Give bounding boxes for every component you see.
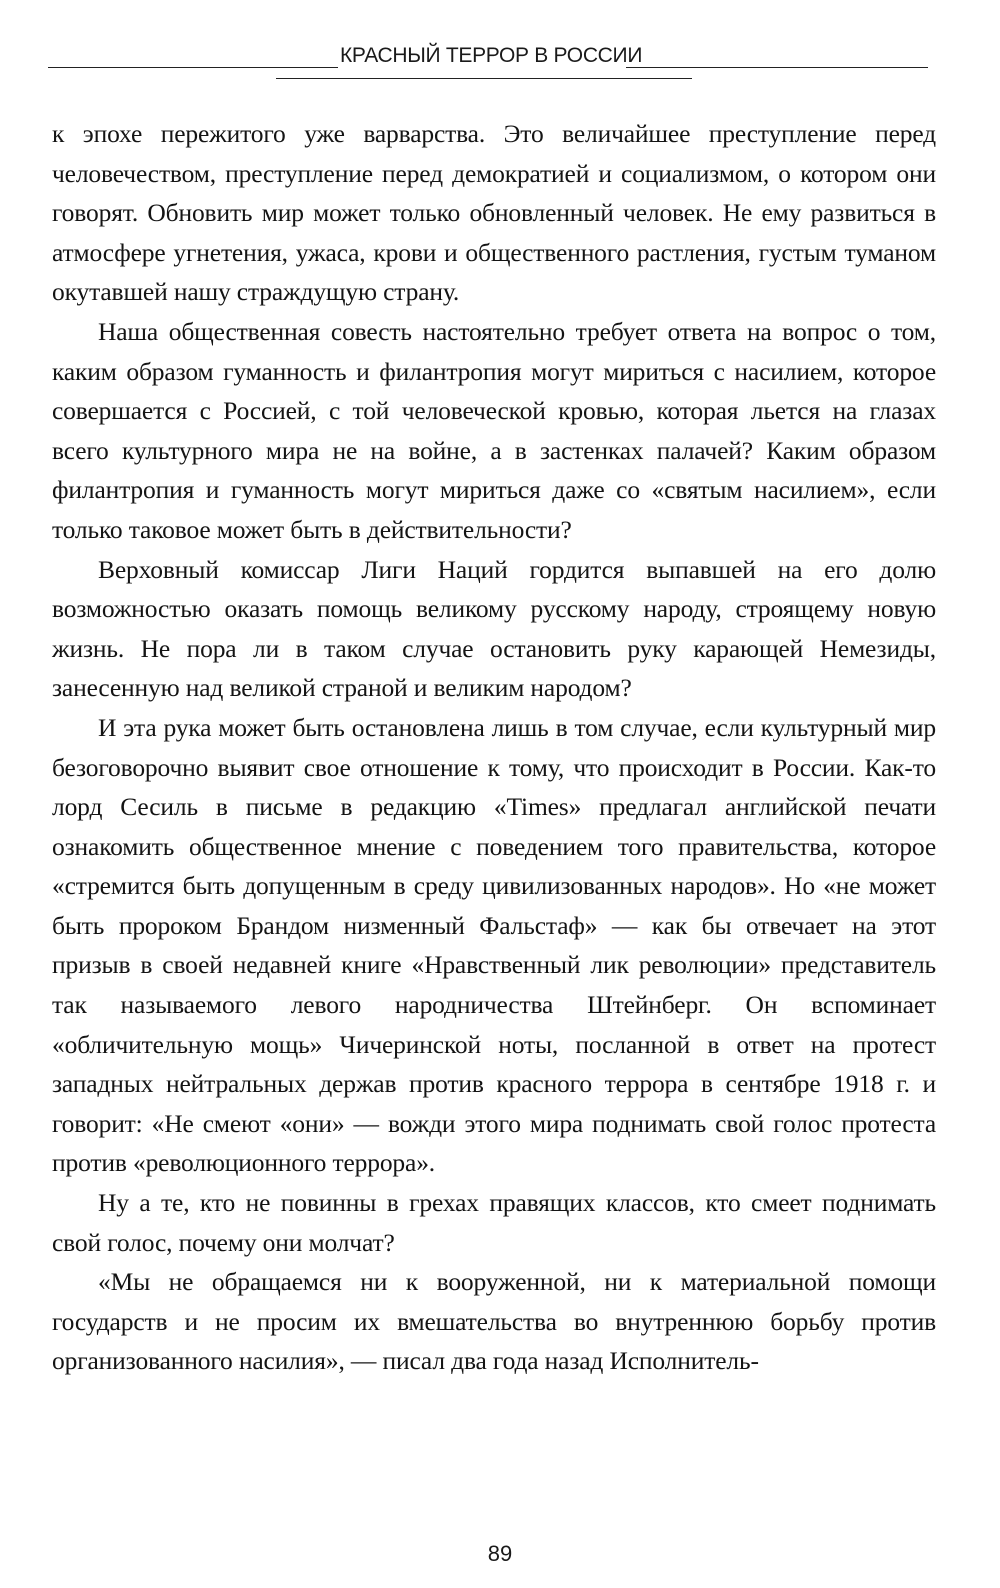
running-title: КРАСНЫЙ ТЕРРОР В РОССИИ xyxy=(340,44,643,67)
paragraph-1: к эпохе пережитого уже варварства. Это величайшее преступление перед человечеством, преступление перед демократией и социализмом, о котором они говорят. Обновить мир может только обновленный человек. Не ему развиться в атмосфере угнетения, ужаса, крови и общественного растления, густым туманом окутавшей нашу страждущую страну. xyxy=(52,119,936,307)
paragraph-6: «Мы не обращаемся ни к вооруженной, ни к материальной помощи государств и не просим их вмешательства во внутреннюю борьбу против организованного насилия», — писал два года назад Исполнитель- xyxy=(52,1267,936,1376)
header-rule-right xyxy=(626,67,928,68)
body-text xyxy=(52,114,936,1381)
header-rule-left xyxy=(48,67,338,68)
running-header xyxy=(48,36,928,86)
header-underline xyxy=(276,78,692,79)
paragraph-4: И эта рука может быть остановлена лишь в том случае, если культурный мир безоговорочно выявит свое отношение к тому, что происходит в России. Как-то лорд Сесиль в письме в редакцию «Times» предлагал английской печати ознакомить общественное мнение с поведением того правительства, которое «стремится быть допущенным в среду цивилизованных народов». Но «не может быть пророком Брандом низменный Фальстаф» — как бы отвечает на этот призыв в своей недавней книге «Нравственный лик революции» представитель так называемого левого народничества Штейнберг. Он вспоминает «обличительную мощь» Чичеринской ноты, посланной в ответ на протест западных нейтральных держав против красного террора в сентябре 1918 г. и говорит: «Не смеют «они» — вожди этого мира поднимать свой голос протеста против «революционного террора». xyxy=(52,712,936,1178)
paragraph-5: Ну а те, кто не повинны в грехах правящих классов, кто смеет поднимать свой голос, почему они молчат? xyxy=(52,1188,936,1257)
paragraph-2: Наша общественная совесть настоятельно требует ответа на вопрос о том, каким образом гуманность и филантропия могут мириться с насилием, которое совершается с Россией, с той человеческой кровью, которая льется на глазах всего культурного мира не на войне, а в застенках палачей? Каким образом филантропия и гуманность могут мириться даже со «святым насилием», если только таковое может быть в действительности? xyxy=(52,316,936,544)
paragraph-3: Верховный комиссар Лиги Наций гордится выпавшей на его долю возможностью оказать помощь великому русскому народу, строящему новую жизнь. Не пора ли в таком случае остановить руку карающей Немезиды, занесенную над великой страной и великим народом? xyxy=(52,554,936,703)
page-number: 89 xyxy=(487,1541,513,1566)
